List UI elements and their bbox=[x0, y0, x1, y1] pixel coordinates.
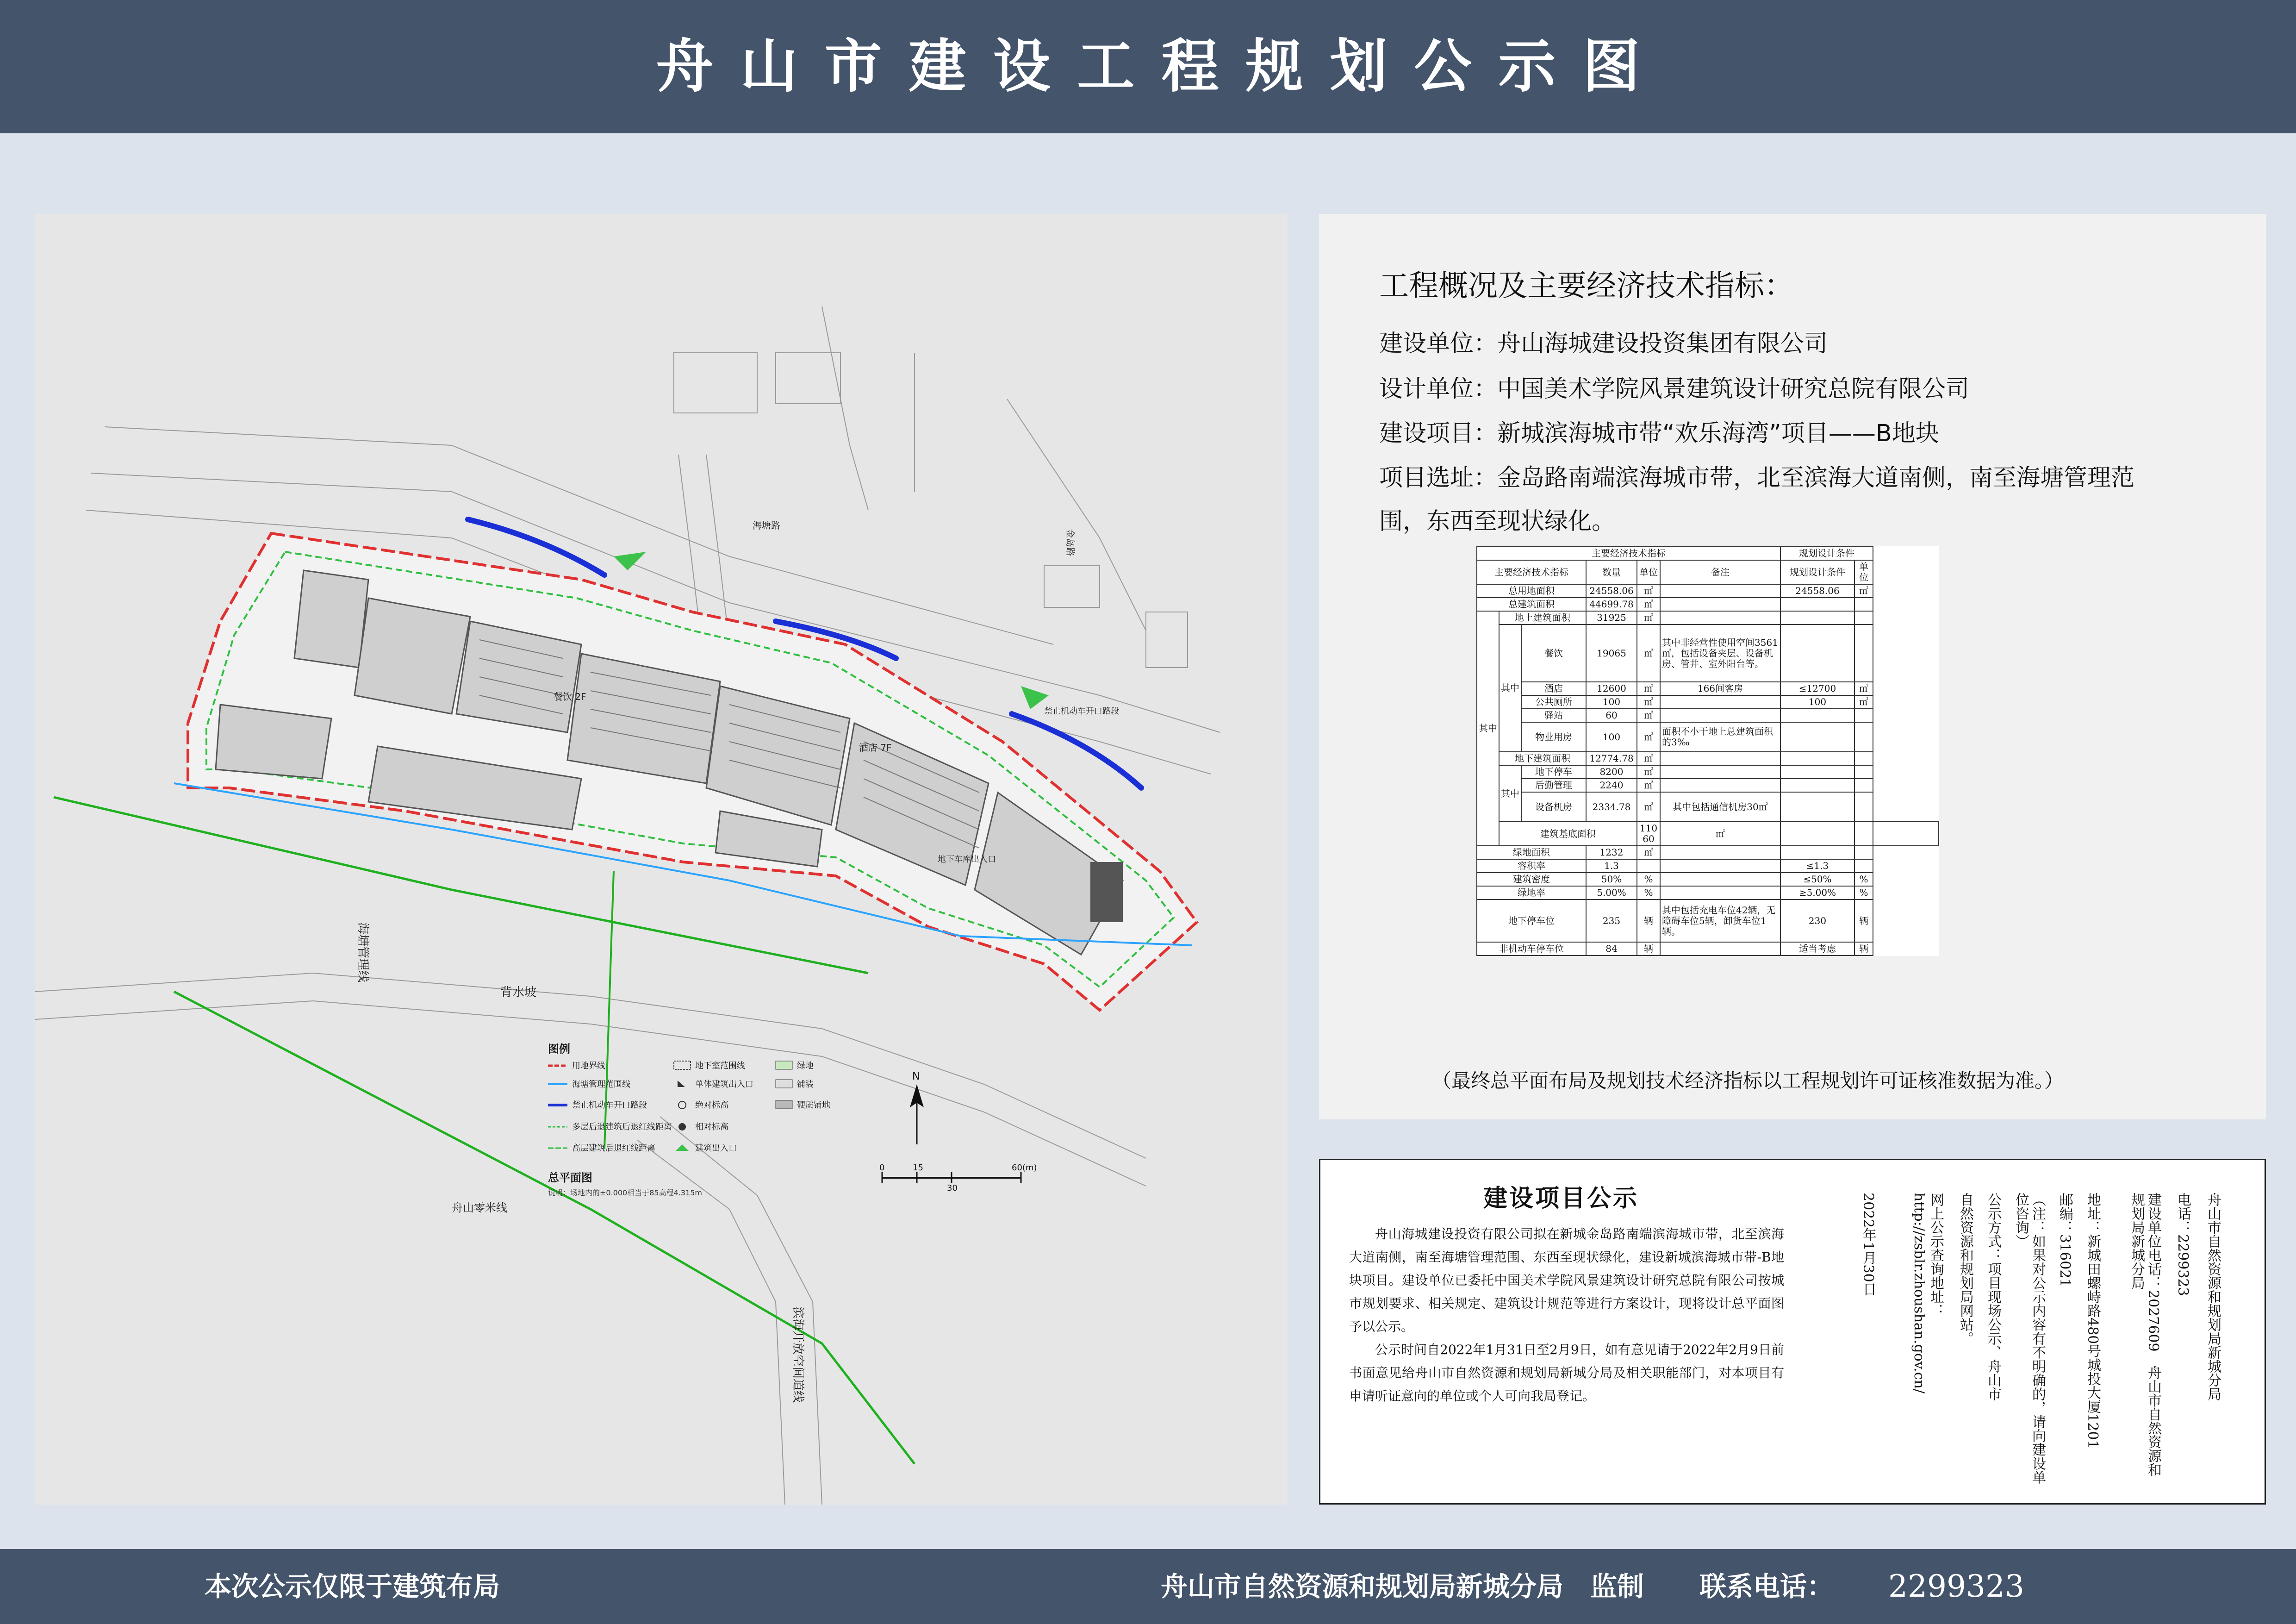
cell-plan-unit bbox=[1854, 765, 1873, 779]
notice-paragraph-2: 公示时间自2022年1月31日至2月9日，如有意见请于2022年2月9日前书面意见给舟山市自然资源和规划局新城分局及相关职能部门，对本项目有申请听证意向的单位或个人可向我局登记。 bbox=[1349, 1342, 1784, 1404]
cell-plan bbox=[1780, 752, 1854, 765]
notice-phone: 电话：2299323 bbox=[2175, 1193, 2191, 1296]
table-row bbox=[1477, 625, 1939, 682]
plan-title: 总平面图 bbox=[548, 1171, 592, 1184]
tower-block bbox=[1090, 862, 1123, 922]
cell-unit: ㎡ bbox=[1637, 722, 1660, 752]
notice-body bbox=[1349, 1223, 1784, 1408]
map-label-hotel: 酒店 7F bbox=[859, 742, 892, 753]
footer-supervisor-text: 舟山市自然资源和规划局新城分局 监制 bbox=[1161, 1571, 1644, 1602]
map-label-dining: 餐饮 2F bbox=[554, 691, 586, 702]
table-row bbox=[1477, 584, 1939, 598]
cell-plan-unit bbox=[1854, 752, 1873, 765]
cell-note: 其中非经营性使用空间3561㎡，包括设备夹层、设备机房、管井、室外阳台等。 bbox=[1660, 625, 1780, 682]
col-item: 主要经济技术指标 bbox=[1477, 560, 1586, 584]
table-group-header bbox=[1477, 547, 1939, 560]
kpi-table bbox=[1476, 546, 1939, 956]
cell-name: 总建筑面积 bbox=[1477, 598, 1586, 611]
cell-name: 后勤管理 bbox=[1521, 779, 1586, 792]
scale-bar bbox=[879, 1163, 1037, 1193]
scale-label-30: 30 bbox=[947, 1183, 958, 1193]
plan-note: 说明：场地内的±0.000相当于85高程4.315m bbox=[548, 1188, 702, 1197]
map-label-management-line: 海塘管理线 bbox=[356, 922, 370, 983]
notice-date: 2022年1月30日 bbox=[1860, 1193, 1876, 1296]
cell-note bbox=[1660, 584, 1780, 598]
cell-plan-unit: % bbox=[1854, 886, 1873, 899]
map-label-south-line: 滨海开放空间道线 bbox=[791, 1306, 805, 1403]
notice-postcode: 邮编：316021 bbox=[2057, 1193, 2073, 1287]
cell-note: 其中包括通信机房30㎡ bbox=[1660, 792, 1780, 822]
cell-qty: 235 bbox=[1586, 899, 1637, 942]
cell-group-label: 其中 bbox=[1499, 765, 1521, 822]
notice-url: 网上公示查询地址：http://zsblr.zhoushan.gov.cn/ bbox=[1911, 1193, 1944, 1393]
cell-group-label: 其中 bbox=[1477, 611, 1499, 846]
cell-name: 地下建筑面积 bbox=[1499, 752, 1586, 765]
cell-note bbox=[1660, 752, 1780, 765]
info-heading: 工程概况及主要经济技术指标： bbox=[1379, 269, 1794, 303]
cell-qty: 31925 bbox=[1586, 611, 1637, 625]
cell-name: 建筑密度 bbox=[1477, 873, 1586, 886]
cell-plan-unit: 辆 bbox=[1854, 899, 1873, 942]
cell-name: 地下停车位 bbox=[1477, 899, 1586, 942]
cell-qty: 19065 bbox=[1586, 625, 1637, 682]
table-row bbox=[1477, 722, 1939, 752]
cell-plan bbox=[1854, 822, 1873, 846]
cell-qty: 2240 bbox=[1586, 779, 1637, 792]
cell-plan-unit bbox=[1854, 846, 1873, 859]
legend-item-high-setback: 高层建筑后退红线距离 bbox=[572, 1143, 655, 1153]
scale-label-15: 15 bbox=[913, 1163, 923, 1173]
project-info-panel bbox=[1319, 214, 2266, 1119]
cell-plan: ≥5.00% bbox=[1780, 886, 1854, 899]
notice-bureau: 舟山市自然资源和规划局新城分局 bbox=[2205, 1193, 2221, 1401]
cell-plan-unit bbox=[1854, 859, 1873, 873]
cell-note bbox=[1660, 765, 1780, 779]
cell-note bbox=[1660, 611, 1780, 625]
col-plan: 规划设计条件 bbox=[1780, 560, 1854, 584]
cell-plan bbox=[1780, 611, 1854, 625]
legend-item-seawall: 海塘管理范围线 bbox=[572, 1080, 630, 1089]
header-main-group: 主要经济技术指标 bbox=[1477, 547, 1780, 560]
north-arrow bbox=[910, 1071, 924, 1144]
cell-unit: ㎡ bbox=[1637, 846, 1660, 859]
map-label-entry: 地下车库出入口 bbox=[938, 855, 996, 864]
cell-group-label: 其中 bbox=[1499, 625, 1521, 752]
col-qty: 数量 bbox=[1586, 560, 1637, 584]
cell-name: 建筑基底面积 bbox=[1499, 822, 1637, 846]
cell-plan bbox=[1780, 598, 1854, 611]
map-label-no-car: 禁止机动车开口路段 bbox=[1044, 706, 1119, 716]
cell-note bbox=[1660, 598, 1780, 611]
table-row bbox=[1477, 752, 1939, 765]
cell-name: 公共厕所 bbox=[1521, 695, 1586, 709]
notice-method: 公示方式：项目现场公示、舟山市 bbox=[1985, 1193, 2001, 1401]
notice-title: 建设项目公示 bbox=[1483, 1185, 1639, 1212]
cell-unit: ㎡ bbox=[1637, 779, 1660, 792]
cell-plan: 230 bbox=[1780, 899, 1854, 942]
site-plan-drawing bbox=[35, 214, 1288, 1505]
cell-note bbox=[1660, 709, 1780, 722]
notice-agency-site: 自然资源和规划局网站。 bbox=[1957, 1193, 1973, 1345]
project-line: 建设项目：新城滨海城市带“欢乐海湾”项目——B地块 bbox=[1379, 420, 1939, 447]
legend-item-boundary: 用地界线 bbox=[572, 1061, 605, 1071]
cell-name: 非机动车停车位 bbox=[1477, 942, 1586, 956]
legend-item-green: 绿地 bbox=[797, 1061, 814, 1071]
cell-qty: 1.3 bbox=[1586, 859, 1637, 873]
north-label: N bbox=[912, 1071, 920, 1082]
cell-plan bbox=[1780, 625, 1854, 682]
cell-plan bbox=[1780, 792, 1854, 822]
cell-plan bbox=[1780, 765, 1854, 779]
cell-plan-unit bbox=[1854, 792, 1873, 822]
table-row bbox=[1477, 779, 1939, 792]
cell-note bbox=[1660, 873, 1780, 886]
cell-unit: % bbox=[1637, 873, 1660, 886]
cell-plan-unit bbox=[1854, 779, 1873, 792]
cell-note bbox=[1660, 695, 1780, 709]
legend-item-hard-paving: 硬质铺地 bbox=[797, 1100, 830, 1110]
cell-note bbox=[1660, 846, 1780, 859]
cell-note bbox=[1660, 942, 1780, 956]
table-row bbox=[1477, 942, 1939, 956]
cell-plan-unit bbox=[1873, 822, 1939, 846]
footer-phone-label: 联系电话： bbox=[1699, 1571, 1834, 1602]
cell-plan bbox=[1780, 779, 1854, 792]
cell-qty: 2334.78 bbox=[1586, 792, 1637, 822]
cell-name: 酒店 bbox=[1521, 682, 1586, 695]
cell-qty: 24558.06 bbox=[1586, 584, 1637, 598]
cell-note: 其中包括充电车位42辆，无障碍车位5辆，卸货车位1辆。 bbox=[1660, 899, 1780, 942]
cell-name: 绿地面积 bbox=[1477, 846, 1586, 859]
cell-plan-unit bbox=[1854, 722, 1873, 752]
table-row bbox=[1477, 709, 1939, 722]
header-bar bbox=[0, 0, 2296, 133]
footer-phone: 2299323 bbox=[1888, 1568, 2024, 1604]
cell-unit: ㎡ bbox=[1637, 709, 1660, 722]
cell-plan-unit: ㎡ bbox=[1854, 695, 1873, 709]
cell-unit bbox=[1637, 859, 1660, 873]
notice-unit-phone: 建设单位电话：2027609 舟山市自然资源和规划局新城分局 bbox=[2128, 1193, 2161, 1477]
cell-note: 166间客房 bbox=[1660, 682, 1780, 695]
cell-note bbox=[1660, 779, 1780, 792]
header-plan-group: 规划设计条件 bbox=[1780, 547, 1873, 560]
cell-plan: 24558.06 bbox=[1780, 584, 1854, 598]
public-notice-panel bbox=[1319, 1159, 2266, 1505]
cell-qty: 5.00% bbox=[1586, 886, 1637, 899]
table-row bbox=[1477, 859, 1939, 873]
cell-name: 设备机房 bbox=[1521, 792, 1586, 822]
legend bbox=[548, 1043, 830, 1197]
table-col-header bbox=[1477, 560, 1939, 584]
legend-item-absolute: 绝对标高 bbox=[695, 1100, 728, 1110]
legend-item-paving: 铺装 bbox=[797, 1080, 814, 1089]
table-row bbox=[1477, 886, 1939, 899]
legend-item-bldg-entry: 建筑出入口 bbox=[695, 1143, 737, 1153]
cell-unit: ㎡ bbox=[1637, 584, 1660, 598]
map-label-slope: 背水坡 bbox=[500, 986, 537, 999]
cell-unit: ㎡ bbox=[1637, 792, 1660, 822]
table-row bbox=[1477, 611, 1939, 625]
footer-supervisor bbox=[1161, 1549, 1834, 1624]
cell-qty: 12600 bbox=[1586, 682, 1637, 695]
cell-name: 地下停车 bbox=[1521, 765, 1586, 779]
scale-label-0: 0 bbox=[879, 1163, 885, 1173]
notice-note: （注：如果对公示内容有不明确的，请向建设单位咨询） bbox=[2013, 1193, 2046, 1484]
cell-qty: 60 bbox=[1586, 709, 1637, 722]
cell-note bbox=[1660, 886, 1780, 899]
cell-qty: 44699.78 bbox=[1586, 598, 1637, 611]
builder-line: 建设单位：舟山海城建设投资集团有限公司 bbox=[1379, 330, 1828, 357]
table-row bbox=[1477, 873, 1939, 886]
cell-qty: 84 bbox=[1586, 942, 1637, 956]
table-row bbox=[1477, 765, 1939, 779]
cell-name: 驿站 bbox=[1521, 709, 1586, 722]
site-plan-panel bbox=[35, 214, 1288, 1505]
designer-line: 设计单位：中国美术学院风景建筑设计研究总院有限公司 bbox=[1379, 375, 1970, 403]
cell-unit: 辆 bbox=[1637, 942, 1660, 956]
cell-name: 餐饮 bbox=[1521, 625, 1586, 682]
cell-note bbox=[1780, 822, 1854, 846]
cell-plan: 适当考虑 bbox=[1780, 942, 1854, 956]
table-row bbox=[1477, 846, 1939, 859]
legend-item-unit-entry: 单体建筑出入口 bbox=[695, 1080, 753, 1089]
cell-qty: 100 bbox=[1586, 695, 1637, 709]
cell-unit: ㎡ bbox=[1637, 752, 1660, 765]
cell-plan bbox=[1780, 846, 1854, 859]
cell-unit: % bbox=[1637, 886, 1660, 899]
cell-name: 地上建筑面积 bbox=[1499, 611, 1586, 625]
legend-title: 图例 bbox=[548, 1043, 570, 1056]
cell-qty: 8200 bbox=[1586, 765, 1637, 779]
cell-name: 物业用房 bbox=[1521, 722, 1586, 752]
cell-plan: 100 bbox=[1780, 695, 1854, 709]
cell-plan bbox=[1780, 709, 1854, 722]
cell-plan-unit bbox=[1854, 625, 1873, 682]
cell-note bbox=[1660, 859, 1780, 873]
footer-scope-note: 本次公示仅限于建筑布局 bbox=[205, 1571, 500, 1602]
location-line-1: 项目选址：金岛路南端滨海城市带，北至滨海大道南侧，南至海塘管理范 bbox=[1379, 464, 2135, 492]
footnote: （最终总平面布局及规划技术经济指标以工程规划许可证核准数据为准。） bbox=[1432, 1069, 2064, 1092]
cell-unit: 辆 bbox=[1637, 899, 1660, 942]
cell-unit: ㎡ bbox=[1637, 765, 1660, 779]
cell-name: 总用地面积 bbox=[1477, 584, 1586, 598]
table-row bbox=[1477, 695, 1939, 709]
cell-unit: ㎡ bbox=[1637, 625, 1660, 682]
table-row bbox=[1477, 792, 1939, 822]
notice-paragraph-1: 舟山海城建设投资有限公司拟在新城金岛路南端滨海城市带，北至滨海大道南侧，南至海塘管理范围、东西至现状绿化，建设新城滨海城市带-B地块项目。建设单位已委托中国美术学院风景建筑设计研究总院有限公司按城市规划要求、相关规定、建筑设计规范等进行方案设计，现将设计总平面图予以公示。 bbox=[1349, 1226, 1784, 1334]
scale-label-60: 60(m) bbox=[1012, 1163, 1037, 1173]
cell-name: 绿地率 bbox=[1477, 886, 1586, 899]
table-row bbox=[1477, 682, 1939, 695]
location-line-2: 围，东西至现状绿化。 bbox=[1379, 508, 1616, 535]
cell-qty: 11060 bbox=[1637, 822, 1660, 846]
cell-plan-unit bbox=[1854, 598, 1873, 611]
cell-qty: 50% bbox=[1586, 873, 1637, 886]
cell-unit: ㎡ bbox=[1637, 682, 1660, 695]
legend-item-relative: 相对标高 bbox=[695, 1122, 728, 1132]
cell-note: 面积不小于地上总建筑面积的3‰ bbox=[1660, 722, 1780, 752]
col-note: 备注 bbox=[1660, 560, 1780, 584]
map-label-road-a: 海塘路 bbox=[753, 520, 780, 531]
map-label-road-b: 金岛路 bbox=[1065, 529, 1076, 556]
cell-plan-unit: 辆 bbox=[1854, 942, 1873, 956]
legend-item-multi-setback: 多层后退建筑后退红线距离 bbox=[572, 1122, 672, 1132]
cell-unit: ㎡ bbox=[1637, 598, 1660, 611]
cell-plan-unit: % bbox=[1854, 873, 1873, 886]
col-unit: 单位 bbox=[1637, 560, 1660, 584]
table-row bbox=[1477, 598, 1939, 611]
page-title: 舟山市建设工程规划公示图 bbox=[656, 33, 1667, 100]
legend-item-basement: 地下室范围线 bbox=[695, 1061, 745, 1071]
cell-unit: ㎡ bbox=[1637, 611, 1660, 625]
cell-plan-unit bbox=[1854, 709, 1873, 722]
cell-qty: 100 bbox=[1586, 722, 1637, 752]
table-row bbox=[1477, 822, 1939, 846]
cell-name: 容积率 bbox=[1477, 859, 1586, 873]
cell-unit: ㎡ bbox=[1637, 695, 1660, 709]
cell-plan-unit: ㎡ bbox=[1854, 584, 1873, 598]
footer-bar bbox=[0, 1549, 2296, 1624]
cell-plan: ≤12700 bbox=[1780, 682, 1854, 695]
cell-qty: 12774.78 bbox=[1586, 752, 1637, 765]
map-label-zero-line: 舟山零米线 bbox=[452, 1201, 507, 1214]
cell-plan bbox=[1780, 722, 1854, 752]
legend-item-no-car: 禁止机动车开口路段 bbox=[572, 1100, 647, 1110]
cell-plan: ≤50% bbox=[1780, 873, 1854, 886]
cell-plan-unit: ㎡ bbox=[1854, 682, 1873, 695]
table-row bbox=[1477, 899, 1939, 942]
cell-plan: ≤1.3 bbox=[1780, 859, 1854, 873]
cell-qty: 1232 bbox=[1586, 846, 1637, 859]
cell-plan-unit bbox=[1854, 611, 1873, 625]
cell-unit: ㎡ bbox=[1660, 822, 1780, 846]
col-plan-unit: 单位 bbox=[1854, 560, 1873, 584]
notice-address: 地址：新城田螺峙路480号城投大厦1201 bbox=[2084, 1193, 2101, 1449]
